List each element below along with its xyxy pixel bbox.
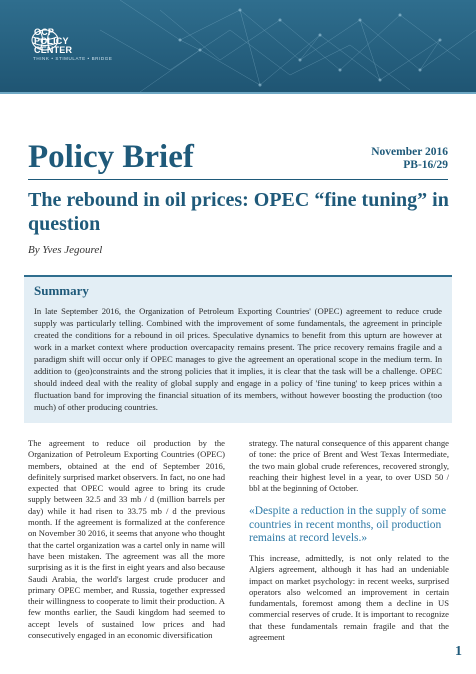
banner-divider <box>0 92 476 94</box>
brief-meta <box>371 146 448 172</box>
header-banner <box>0 0 476 92</box>
brief-date: November 2016 <box>371 146 448 158</box>
summary-box <box>24 275 452 423</box>
body-right-column-top: strategy. The natural consequence of this apparent change of tone: the price of Brent and West Texas Intermediate, the two main global crude references, recovered strongly, reaching their highest level in a year, to over USD 50 / bbl at the beginning of October. <box>249 438 449 494</box>
author-byline: By Yves Jegourel <box>28 244 103 256</box>
summary-heading: Summary <box>34 283 89 298</box>
title-divider <box>28 179 448 180</box>
brief-number: PB-16/29 <box>403 159 448 171</box>
page-number: 1 <box>455 644 462 659</box>
logo-line-2: POLICY <box>34 36 69 46</box>
globe-logo-icon <box>30 28 60 52</box>
body-left-column: The agreement to reduce oil production by the Organization of Petroleum Exporting Countries (OPEC) members, obtained at the end of September 2016, definitely surprised market observers. In fact, no one had expected that OPEC would agree to bring its crude supply between 32.5 and 33 mb / d (million barrels per day) while it had risen to 33.75 mb / d the previous month. If the agreement is formalized at the conference on November 30 2016, it seems that anyone who thought that the cartel organization was a cartel only in name will have been mistaken. The agreement was all the more surprising as it is the first in eight years and also because Saudi Arabia, the world's largest crude producer and primary OPEC member, and Russia, together expressed their willingness to cooperate to limit their production. A few months earlier, the Saudi kingdom had seemed to accept levels of sustained low prices and had consecutively engaged in an economic diversification <box>28 438 225 641</box>
logo-line-1: OCP <box>34 27 55 37</box>
body-right-column-bottom: This increase, admittedly, is not only related to the Algiers agreement, although it has had an undeniable impact on market psychology: in recent weeks, surprised operators also welcomed an improvement in certain fundamentals, foremost among them a decline in US commercial reserves of crude. It is important to recognize that these fundamentals remain fragile and that the agreement <box>249 553 449 643</box>
summary-text: In late September 2016, the Organization of Petroleum Exporting Countries' (OPEC) agreement to reduce crude supply was particularly telling. Combined with the improvement of some fundamentals, the agreement in principle created the conditions for a rebound in oil prices. Speculative dynamics to benefit from this upturn are however at work in a market context where production overcapacity remains present. The price recovery remains fragile and a paradigm shift will occur only if OPEC manages to give the agreement an operational scope in the medium term. In addition to (geo)constraints and the strong policies that it implies, it is clear that the task will be a challenge. OPEC should indeed deal with the reality of global supply and engage in a policy of 'fine tuning' to keep prices within a fluctuation band for improving the financial situation of its members, without however boosting the production (too much) of other producing countries. <box>34 306 442 412</box>
logo-line-3: CENTER <box>34 45 73 55</box>
article-title: The rebound in oil prices: OPEC “fine tuning” in question <box>28 189 449 235</box>
pull-quote: «Despite a reduction in the supply of some countries in recent months, oil production remains at record levels.» <box>249 505 447 544</box>
policy-brief-title: Policy Brief <box>28 139 194 175</box>
logo-tagline: THINK • STIMULATE • BRIDGE <box>33 56 113 61</box>
ocp-logo <box>30 28 72 55</box>
